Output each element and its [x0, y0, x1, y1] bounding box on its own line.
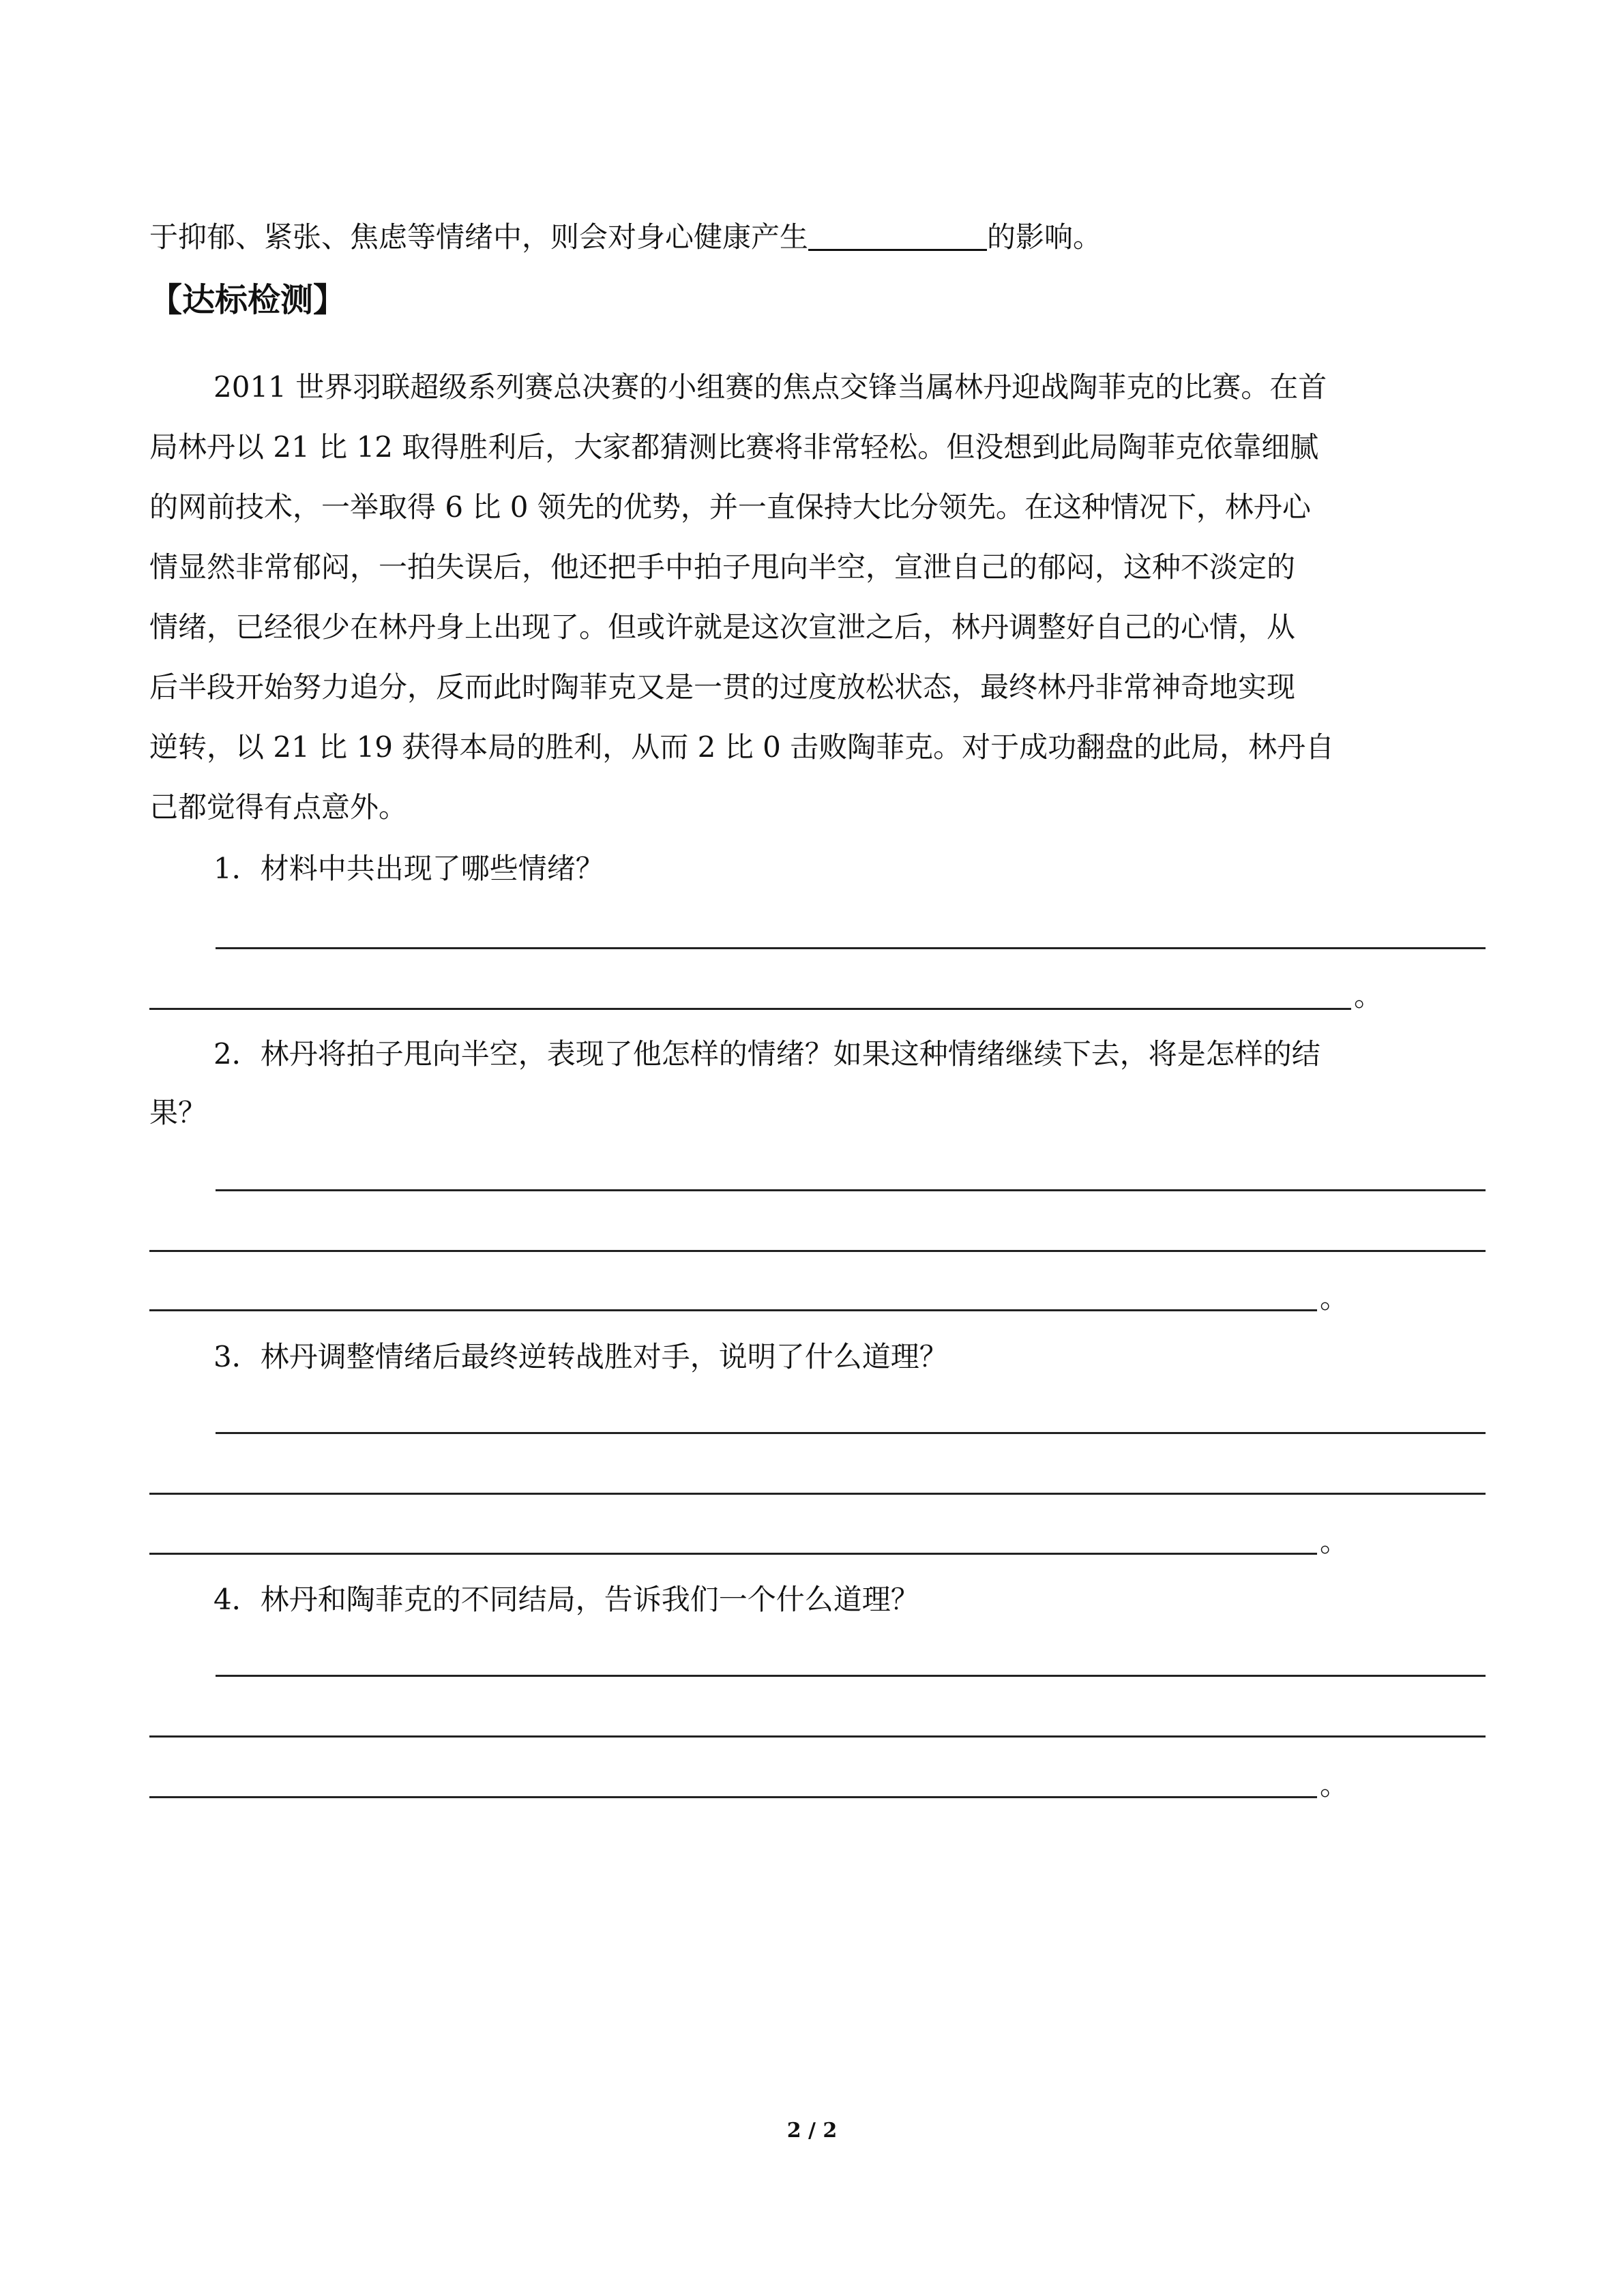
answer-line[interactable]	[216, 1189, 1486, 1191]
passage-line: 局林丹以 21 比 12 取得胜利后，大家都猜测比赛将非常轻松。但没想到此局陶菲克依靠细腻	[149, 430, 1319, 464]
passage-line: 情显然非常郁闷，一拍失误后，他还把手中拍子甩向半空，宣泄自己的郁闷，这种不淡定的	[149, 550, 1296, 584]
answer-line[interactable]	[149, 1250, 1486, 1252]
period-mark: 。	[1320, 1525, 1349, 1558]
question-1: 1．材料中共出现了哪些情绪？	[213, 852, 604, 885]
passage-line: 逆转，以 21 比 19 获得本局的胜利，从而 2 比 0 击败陶菲克。对于成功翻盘的此局，林丹自	[149, 730, 1335, 764]
answer-line[interactable]	[149, 1008, 1351, 1010]
period-mark: 。	[1320, 1281, 1349, 1315]
page-number: 2 / 2	[786, 2119, 838, 2143]
answer-line[interactable]	[149, 1796, 1317, 1798]
answer-line[interactable]	[216, 1432, 1486, 1434]
question-2: 2．林丹将拍子甩向半空，表现了他怎样的情绪？如果这种情绪继续下去，将是怎样的结	[213, 1037, 1320, 1071]
answer-line[interactable]	[149, 1493, 1486, 1495]
continuation-text: 于抑郁、紧张、焦虑等情绪中，则会对身心健康产生	[149, 220, 809, 254]
passage-line: 情绪，已经很少在林丹身上出现了。但或许就是这次宣泄之后，林丹调整好自己的心情，从	[149, 610, 1296, 644]
passage-line: 后半段开始努力追分，反而此时陶菲克又是一贯的过度放松状态，最终林丹非常神奇地实现	[149, 670, 1296, 704]
passage-line: 己都觉得有点意外。	[149, 790, 408, 824]
question-4: 4．林丹和陶菲克的不同结局，告诉我们一个什么道理？	[213, 1583, 919, 1616]
answer-line[interactable]	[149, 1553, 1317, 1555]
question-2-continued: 果？	[149, 1096, 207, 1129]
answer-line[interactable]	[149, 1735, 1486, 1738]
passage-line: 的网前技术，一举取得 6 比 0 领先的优势，并一直保持大比分领先。在这种情况下，林丹心	[149, 490, 1311, 524]
section-title: 【达标检测】	[149, 281, 346, 319]
period-mark: 。	[1320, 1768, 1349, 1802]
answer-line[interactable]	[216, 1675, 1486, 1677]
passage-line: 2011 世界羽联超级系列赛总决赛的小组赛的焦点交锋当属林丹迎战陶菲克的比赛。在首	[213, 370, 1327, 404]
answer-line[interactable]	[149, 1309, 1317, 1311]
fill-blank[interactable]	[808, 219, 987, 251]
continuation-text-end: 的影响。	[987, 220, 1102, 254]
period-mark: 。	[1354, 979, 1383, 1013]
continuation-line	[149, 218, 1486, 256]
question-3: 3．林丹调整情绪后最终逆转战胜对手，说明了什么道理？	[213, 1340, 948, 1373]
answer-line[interactable]	[216, 947, 1486, 949]
